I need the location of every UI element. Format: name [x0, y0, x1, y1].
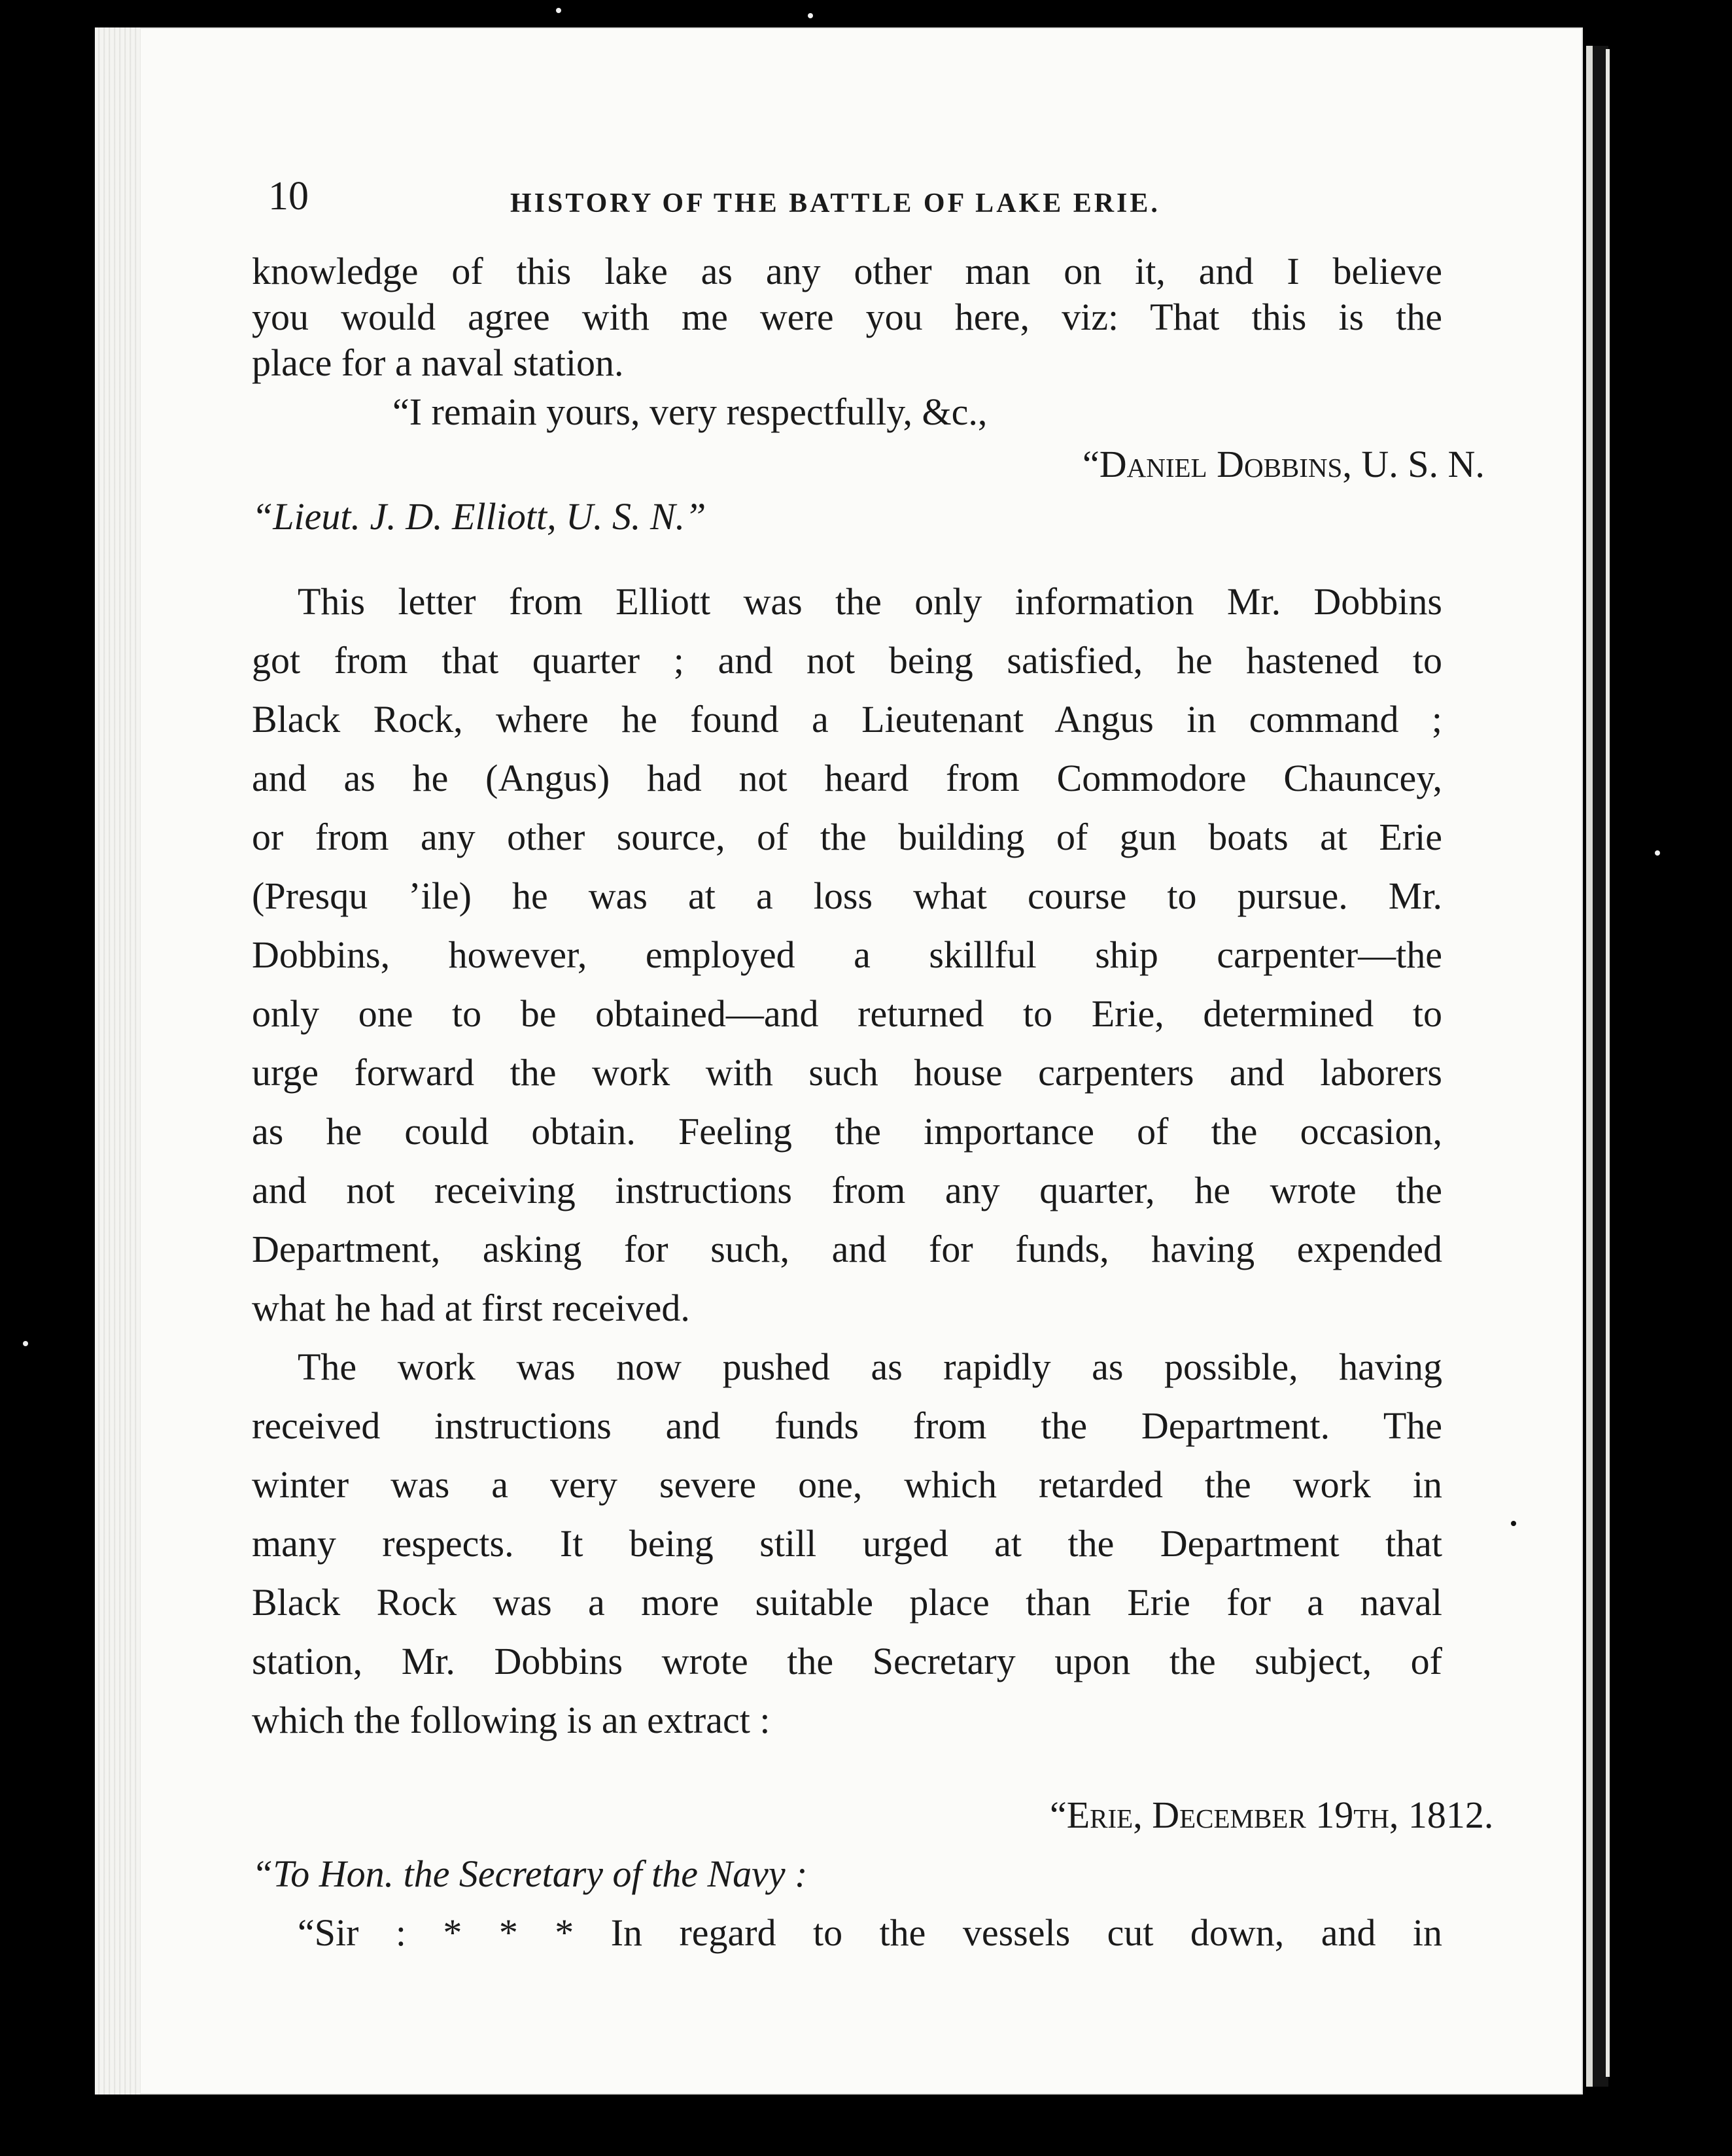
paragraph-1-line: what he had at first received. [252, 1287, 690, 1329]
spine-line [1606, 49, 1610, 2077]
paragraph-2-line: which the following is an extract : [252, 1699, 771, 1741]
paragraph-1-line: only one to be obtained—and returned to Erie, determined to [252, 992, 1442, 1035]
scan-speck [808, 13, 813, 18]
page-number: 10 [268, 174, 309, 218]
paragraph-1-line: Department, asking for such, and for funds, having expended [252, 1228, 1442, 1270]
paragraph-1-line: and as he (Angus) had not heard from Commodore Chauncey, [252, 757, 1442, 799]
scan-speck [23, 1341, 28, 1346]
letter-1-line: place for a naval station. [252, 341, 624, 384]
letter-2-dateline: “Erie, December 19th, 1812. [1050, 1794, 1494, 1836]
paragraph-1-line: urge forward the work with such house carpenters and laborers [252, 1051, 1442, 1094]
letter-2-recipient: “To Hon. the Secretary of the Navy : [252, 1852, 808, 1895]
paragraph-2-line: many respects. It being still urged at the Department that [252, 1522, 1442, 1565]
letter-1-signature: “Daniel Dobbins, U. S. N. [1082, 443, 1485, 485]
paragraph-2-line: station, Mr. Dobbins wrote the Secretary upon the subject, of [252, 1640, 1442, 1682]
page-body [252, 170, 1494, 1989]
paragraph-1-line: got from that quarter ; and not being satisfied, he hastened to [252, 639, 1442, 682]
letter-1-closing: “I remain yours, very respectfully, &c., [392, 391, 988, 433]
paragraph-1-line: or from any other source, of the building of gun boats at Erie [252, 816, 1442, 858]
letter-1-recipient: “Lieut. J. D. Elliott, U. S. N.” [252, 495, 706, 538]
paragraph-1-line: Black Rock, where he found a Lieutenant Angus in command ; [252, 698, 1442, 740]
paragraph-1-line: Dobbins, however, employed a skillful ship carpenter—the [252, 933, 1442, 976]
paragraph-1-line: This letter from Elliott was the only information Mr. Dobbins [298, 580, 1442, 623]
scan-speck [556, 8, 561, 13]
letter-1-line: you would agree with me were you here, viz: That this is the [252, 296, 1442, 338]
book-binding [1586, 46, 1608, 2087]
paragraph-2-line: The work was now pushed as rapidly as possible, having [298, 1346, 1442, 1388]
paragraph-1-line: and not receiving instructions from any quarter, he wrote the [252, 1169, 1442, 1211]
paragraph-1-line: (Presqu ’ile) he was at a loss what course to pursue. Mr. [252, 875, 1442, 917]
letter-2-opening: “Sir : * * * In regard to the vessels cut down, and in [298, 1911, 1442, 1954]
letter-1-line: knowledge of this lake as any other man on it, and I believe [252, 250, 1442, 292]
scan-speck [1511, 1521, 1516, 1526]
page-edge-left [95, 27, 141, 2095]
paragraph-2-line: Black Rock was a more suitable place than Erie for a naval [252, 1581, 1442, 1624]
paragraph-2-line: received instructions and funds from the Department. The [252, 1404, 1442, 1447]
scan-speck [1655, 850, 1660, 856]
paragraph-2-line: winter was a very severe one, which retarded the work in [252, 1463, 1442, 1506]
paragraph-1-line: as he could obtain. Feeling the importance of the occasion, [252, 1110, 1442, 1153]
running-title: HISTORY OF THE BATTLE OF LAKE ERIE. [510, 188, 1160, 218]
